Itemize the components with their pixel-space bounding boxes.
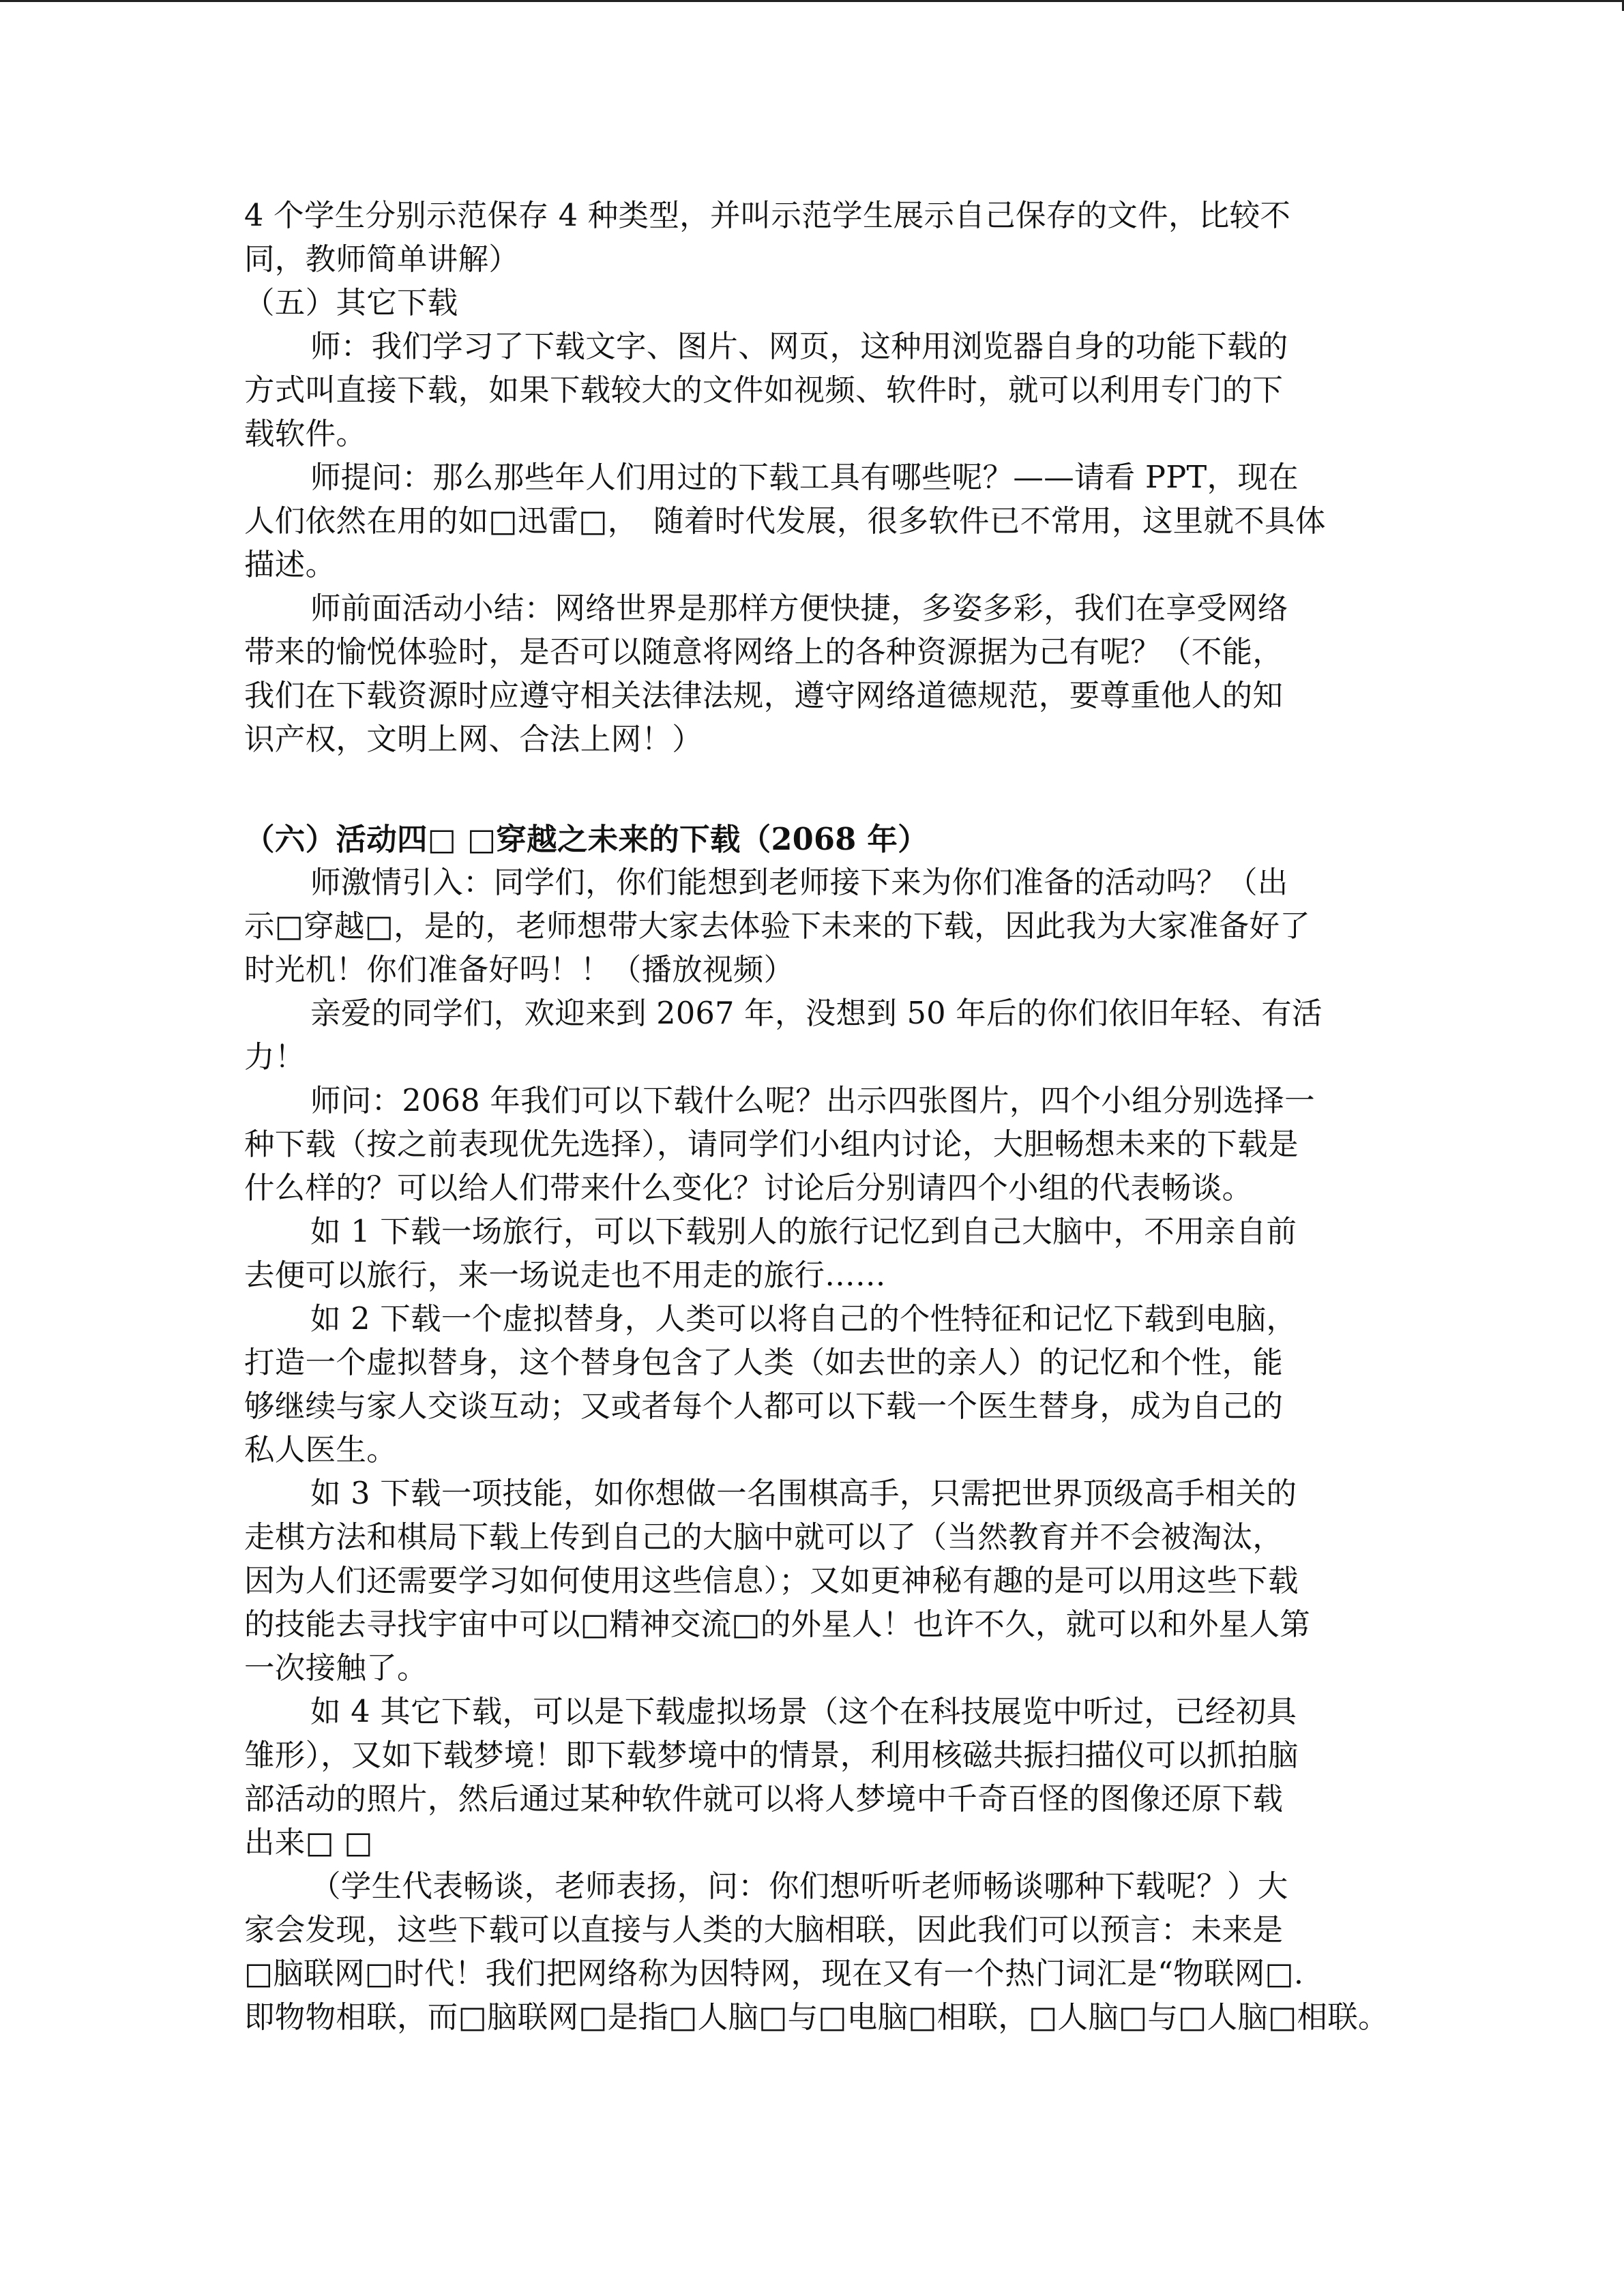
text-line: 我们在下载资源时应遵守相关法律法规，遵守网络道德规范，要尊重他人的知 <box>244 679 1284 713</box>
text-line: 方式叫直接下载，如果下载较大的文件如视频、软件时，就可以利用专门的下 <box>244 373 1284 408</box>
blank-gap <box>244 762 1390 818</box>
text-line: 够继续与家人交谈互动；又或者每个人都可以下载一个医生替身，成为自己的 <box>244 1389 1284 1424</box>
text-line: 即物物相联，而□脑联网□是指□人脑□与□电脑□相联，□人脑□与□人脑□相联。 <box>244 2000 1389 2035</box>
paragraph-start: 如 4 其它下载，可以是下载虚拟场景（这个在科技展览中听过，已经初具 <box>310 1695 1297 1729</box>
text-line: 力！ <box>244 1040 306 1075</box>
text-line: 载软件。 <box>244 417 367 451</box>
paragraph-start: 如 2 下载一个虚拟替身，人类可以将自己的个性特征和记忆下载到电脑， <box>310 1302 1297 1337</box>
section-title-five: （五）其它下载 <box>244 286 458 320</box>
text-line: 去便可以旅行，来一场说走也不用走的旅行…… <box>244 1258 886 1293</box>
text-line: 私人医生。 <box>244 1433 398 1467</box>
text-line: 家会发现，这些下载可以直接与人类的大脑相联，因此我们可以预言：未来是 <box>244 1913 1284 1948</box>
text-line: 走棋方法和棋局下载上传到自己的大脑中就可以了（当然教育并不会被淘汰， <box>244 1520 1284 1555</box>
text-line: 的技能去寻找宇宙中可以□精神交流□的外星人！也许不久，就可以和外星人第 <box>244 1607 1311 1642</box>
text-line: 带来的愉悦体验时，是否可以随意将网络上的各种资源据为己有呢？（不能， <box>244 635 1284 670</box>
text-line: 示□穿越□，是的，老师想带大家去体验下未来的下载，因此我为大家准备好了 <box>244 909 1311 944</box>
text-line: 描述。 <box>244 548 336 582</box>
text-line: 4 个学生分别示范保存 4 种类型，并叫示范学生展示自己保存的文件，比较不 <box>244 198 1291 233</box>
text-line: □脑联网□时代！我们把网络称为因特网，现在又有一个热门词汇是“物联网□. <box>244 1956 1304 1991</box>
paragraph-start: 师：我们学习了下载文字、图片、网页，这种用浏览器自身的功能下载的 <box>310 329 1288 364</box>
text-line: 人们依然在用的如□迅雷□， 随着时代发展，很多软件已不常用，这里就不具体 <box>244 504 1326 539</box>
text-line: 因为人们还需要学习如何使用这些信息）；又如更神秘有趣的是可以用这些下载 <box>244 1564 1299 1598</box>
section-heading-six: （六）活动四□ □穿越之未来的下载（2068 年） <box>244 822 928 857</box>
text-line: 打造一个虚拟替身，这个替身包含了人类（如去世的亲人）的记忆和个性，能 <box>244 1345 1284 1380</box>
paragraph-start: 亲爱的同学们，欢迎来到 2067 年，没想到 50 年后的你们依旧年轻、有活 <box>310 996 1323 1031</box>
paragraph-start: （学生代表畅谈，老师表扬，问：你们想听听老师畅谈哪种下载呢？）大 <box>310 1869 1288 1904</box>
paragraph-start: 师问：2068 年我们可以下载什么呢？出示四张图片，四个小组分别选择一 <box>310 1084 1315 1118</box>
paragraph-start: 师激情引入：同学们，你们能想到老师接下来为你们准备的活动吗？（出 <box>310 865 1288 900</box>
text-line: 同，教师简单讲解） <box>244 242 520 277</box>
text-line: 识产权，文明上网、合法上网！） <box>244 722 703 757</box>
text-line: 部活动的照片，然后通过某种软件就可以将人梦境中千奇百怪的图像还原下载 <box>244 1782 1284 1817</box>
paragraph-start: 如 3 下载一项技能，如你想做一名围棋高手，只需把世界顶级高手相关的 <box>310 1476 1297 1511</box>
text-line: 什么样的？可以给人们带来什么变化？讨论后分别请四个小组的代表畅谈。 <box>244 1171 1253 1206</box>
paragraph-start: 师提问：那么那些年人们用过的下载工具有哪些呢？——请看 PPT，现在 <box>310 460 1299 495</box>
text-line: 一次接触了。 <box>244 1651 428 1686</box>
paragraph-start: 师前面活动小结：网络世界是那样方便快捷，多姿多彩，我们在享受网络 <box>310 591 1288 626</box>
paragraph-start: 如 1 下载一场旅行，可以下载别人的旅行记忆到自己大脑中，不用亲自前 <box>310 1214 1297 1249</box>
text-line: 时光机！你们准备好吗！！（播放视频） <box>244 953 795 987</box>
text-line: 种下载（按之前表现优先选择），请同学们小组内讨论，大胆畅想未来的下载是 <box>244 1127 1299 1162</box>
text-line: 出来□ □ <box>244 1825 373 1860</box>
document-page <box>244 194 1390 2040</box>
page-top-border <box>0 0 1624 2</box>
text-line: 雏形），又如下载梦境！即下载梦境中的情景，利用核磁共振扫描仪可以抓拍脑 <box>244 1738 1299 1773</box>
